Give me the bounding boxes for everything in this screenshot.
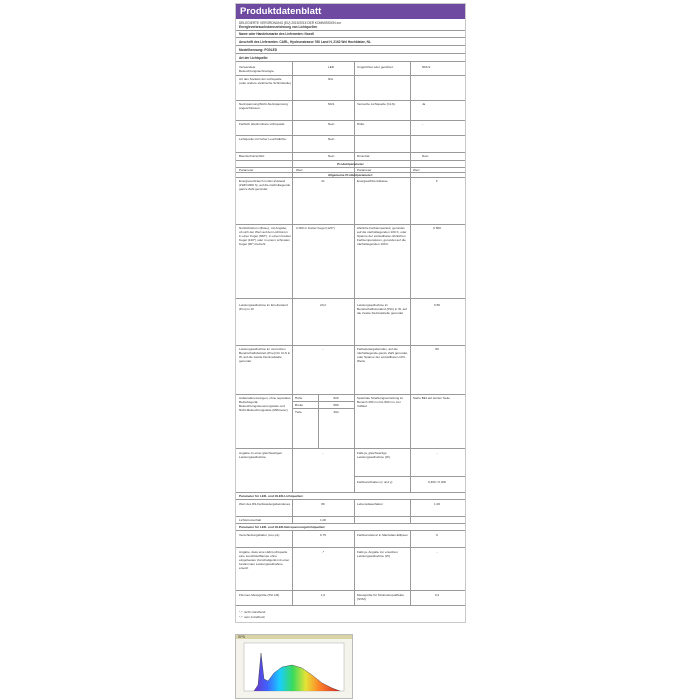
value-cct: 6 500 (433, 226, 441, 230)
section-mains-parameters: Parameter für LED- und OLED-Netzspannungslichtquellen: (239, 525, 326, 529)
product-data-sheet (235, 3, 466, 623)
row-value: Nein (328, 122, 335, 126)
dim-height-label: Höhe (295, 396, 303, 400)
value-chromaticity: 0,300 / 0,300 (427, 480, 447, 484)
row-value: N/A (328, 77, 334, 81)
divider (292, 408, 354, 409)
value-networked-standby: - (322, 347, 324, 351)
divider (236, 45, 465, 46)
divider (236, 100, 465, 101)
dim-depth-label: Tiefe (295, 410, 302, 414)
param-displacement-factor: Verschiebungsfaktor (cos φ1) (239, 533, 280, 537)
row-label: Netzspannung/Nicht-Netzspannung angeschlossen: (239, 102, 288, 110)
value-displacement-factor: 0,75 (319, 533, 327, 537)
divider (354, 476, 465, 477)
divider (236, 37, 465, 38)
row-label: Lichtquelle mit hoher Leuchtdichte: (239, 137, 287, 141)
row-value: Nein (422, 154, 429, 158)
divider (236, 135, 465, 136)
row-value: Nein (328, 154, 335, 158)
col-divider (354, 499, 355, 523)
header-parameter: Parameter (239, 168, 254, 172)
divider (236, 75, 465, 76)
row-label: (oder andere elektrische Schnittstelle) (239, 81, 291, 85)
row-value: NDLS (422, 65, 431, 69)
divider (236, 224, 465, 225)
row-value: - (422, 122, 424, 126)
param-fluorescent-replacement: Angabe, dass eine LED-Lichtquelle eine Leuchtstofflampe ohne eingebautes Vorschaltgerät mit einer bestimmten Leistungsaufnahme ersetzt (239, 550, 290, 570)
row-value: LED (328, 65, 335, 69)
value-flicker: 1,0 (320, 593, 326, 597)
param-energy-consumption: Energieverbrauch im Ein-Zustand (kWh/1000 h), auf die nächstliegende ganze Zahl gerundet (239, 179, 291, 191)
param-stroboscopic: Messgröße für Stroboskop-Effekte (SVM) (357, 593, 405, 601)
value-cri: 80 (435, 347, 439, 351)
intro-line-1: DELEGIERTE VERORDNUNG (EU) 2019/2015 DER KOMMISSION zur (239, 21, 341, 25)
divider (236, 177, 465, 178)
param-energy-class: Energieeffizienzklasse (357, 179, 388, 183)
row-label: Farblich abstimmbare Lichtquelle: (239, 122, 286, 126)
divider (236, 530, 465, 531)
divider (236, 345, 465, 346)
dim-depth-value: 494 (333, 410, 339, 414)
param-colour-consistency: Farbkonsistenz in MacAdam-Ellipsen (357, 533, 408, 537)
param-equivalent-power: Angabe zu einer gleichwertigen Leistungsaufnahme (239, 451, 283, 459)
col-divider (292, 530, 293, 605)
section-product-parameters: Produktparameter (337, 162, 364, 166)
divider (236, 53, 465, 54)
footnote: "-": nicht zutreffend; (239, 610, 266, 614)
param-spectral-distribution: Spektrale Strahlungsverteilung im Bereich 250 nm bis 800 nm, bei Volllast (357, 396, 404, 408)
divider (236, 152, 465, 153)
param-chromaticity: Farbkoordinaten (x und y) (357, 480, 393, 484)
row-value: MLS (328, 102, 335, 106)
divider (236, 605, 465, 606)
divider (236, 120, 465, 121)
value-survival-factor: 1,00 (433, 502, 441, 506)
param-cct: ähnliche Farbtemperatur, gerundet auf die nächstliegenden 100 K, oder Spanne der einstellbaren ähnlichen Farbtemperaturen, gerundet auf die nächstliegenden 100 K (357, 226, 407, 246)
param-dimensions: Außenabmessungen, ohne separates Betriebsgerät, Beleuchtungssteuerungsteile und Nicht-Beleuchtungsteile (Millimeter) (239, 396, 291, 412)
value-on-mode-power: 20,2 (319, 303, 327, 307)
divider (236, 492, 465, 493)
value-equivalent-power: - (322, 451, 324, 455)
divider (236, 160, 465, 161)
divider (236, 523, 465, 524)
value-spectral-distribution: Siehe Bild auf letzten Seite (413, 396, 450, 400)
divider (292, 401, 354, 402)
param-r9: Wert des R9-Farbwiedergabeindexes (239, 502, 291, 506)
row-value: Ja (422, 102, 426, 106)
spectrum-image (235, 634, 353, 699)
footnote: "-": nein zutreffend; (239, 615, 266, 619)
divider (236, 516, 465, 517)
dim-width-label: Breite (295, 403, 304, 407)
spectrum-graph (236, 635, 352, 698)
col-divider (318, 394, 319, 448)
param-useful-flux: Nutzlichtstrom (Φuse), mit Angabe, ob sich der Wert auf den Lichtstrom in einer Kugel (360°), in einem breiten Kegel (120°) oder in einem schmalen Kegel (90°) bezieht (239, 226, 291, 246)
value-fluorescent-replacement: -* (321, 550, 325, 554)
light-source-type: Art der Lichtquelle: (239, 56, 269, 60)
value-equivalent-power-w: - (436, 451, 438, 455)
divider (236, 448, 465, 449)
supplier-address: Anschrift des Lieferanten: CARL, Hyoleunstrasse 766 Land H, 2162 Wel Hochblatze, NL (239, 40, 371, 44)
value-useful-flux: 2 000 in breiter Kegel (120°) (296, 226, 335, 230)
row-label: Blendschutzschild: (239, 154, 265, 158)
dim-width-value: 580 (333, 403, 339, 407)
row-value: Nein (328, 137, 335, 141)
value-r9: 80 (321, 502, 325, 506)
param-networked-standby: Leistungsaufnahme im vernetzten Bereitschaftsbetrieb (Pnet) für CLS in W, auf die zweite Dezimalstelle gerundet (239, 347, 291, 363)
row-label: Verwendete Beleuchtungstechnologie: (239, 65, 275, 73)
row-label: Hülle: (357, 122, 365, 126)
param-cri: Farbwiedergabeindex, auf die nächstliegende ganze Zahl gerundet, oder Spanne der einstellbaren CRI-Werte (357, 347, 408, 363)
col-divider (292, 499, 293, 523)
param-on-mode-power: Leistungsaufnahme im Ein-Zustand (Pon) in W (239, 303, 288, 311)
divider (236, 298, 465, 299)
col-divider (410, 530, 411, 605)
row-label: Vernetzte Lichtquelle (CLS): (357, 102, 396, 106)
spectrum-title: SPD (238, 635, 246, 639)
divider (236, 499, 465, 500)
section-general-parameters: Allgemeine Produktparameter: (327, 173, 374, 177)
param-lumen-maintenance: Lichtstromerhalt (239, 518, 262, 522)
param-flicker: Flimmer-Messgröße (Pst LM) (239, 593, 280, 597)
param-standby-power: Leistungsaufnahme im Bereitschaftszustand (Psb) in W, auf die zweite Dezimalstelle gerundet (357, 303, 407, 315)
header-value: Wert (296, 168, 303, 172)
sheet-title: Produktdatenblatt (236, 4, 465, 19)
header-value: Wert (413, 168, 420, 172)
divider (236, 30, 465, 31)
col-divider (354, 530, 355, 605)
col-divider (410, 499, 411, 523)
value-standby-power: 0,50 (433, 303, 441, 307)
supplier-name: Name oder Handelsmarke des Lieferanten: Noxell (239, 32, 315, 36)
value-stroboscopic: 0,4 (434, 593, 440, 597)
param-survival-factor: Lebensdauerfaktor (357, 502, 383, 506)
divider (236, 547, 465, 548)
value-replaced-power: - (436, 550, 438, 554)
value-lumen-maintenance: 1,00 (319, 518, 327, 522)
divider (236, 394, 465, 395)
divider (236, 61, 465, 62)
dim-height-value: 820 (333, 396, 339, 400)
param-replaced-power: Falls ja, Angabe zur ersetzten Leistungsaufnahme (W) (357, 550, 398, 558)
header-parameter: Parameter (357, 168, 372, 172)
value-colour-consistency: 6 (436, 533, 438, 537)
param-equivalent-power-w: Falls ja, gleichwertige Leistungsaufnahme (W) (357, 451, 390, 459)
row-label: Art des Sockels der Lichtquelle (239, 77, 282, 81)
divider (236, 590, 465, 591)
section-led-parameters: Parameter für LED- und OLED-Lichtquellen: (239, 494, 304, 498)
row-label: Dimmbar: (357, 154, 371, 158)
value-energy-class: F (436, 179, 438, 183)
row-label: Ungerichtet oder gerichtet: (357, 65, 394, 69)
model-id: Modellkennung: PO0LED (239, 48, 278, 52)
value-energy-consumption: 21 (321, 179, 325, 183)
intro-line-2: Energieverbrauchskennzeichnung von Lichtquellen (239, 25, 318, 29)
